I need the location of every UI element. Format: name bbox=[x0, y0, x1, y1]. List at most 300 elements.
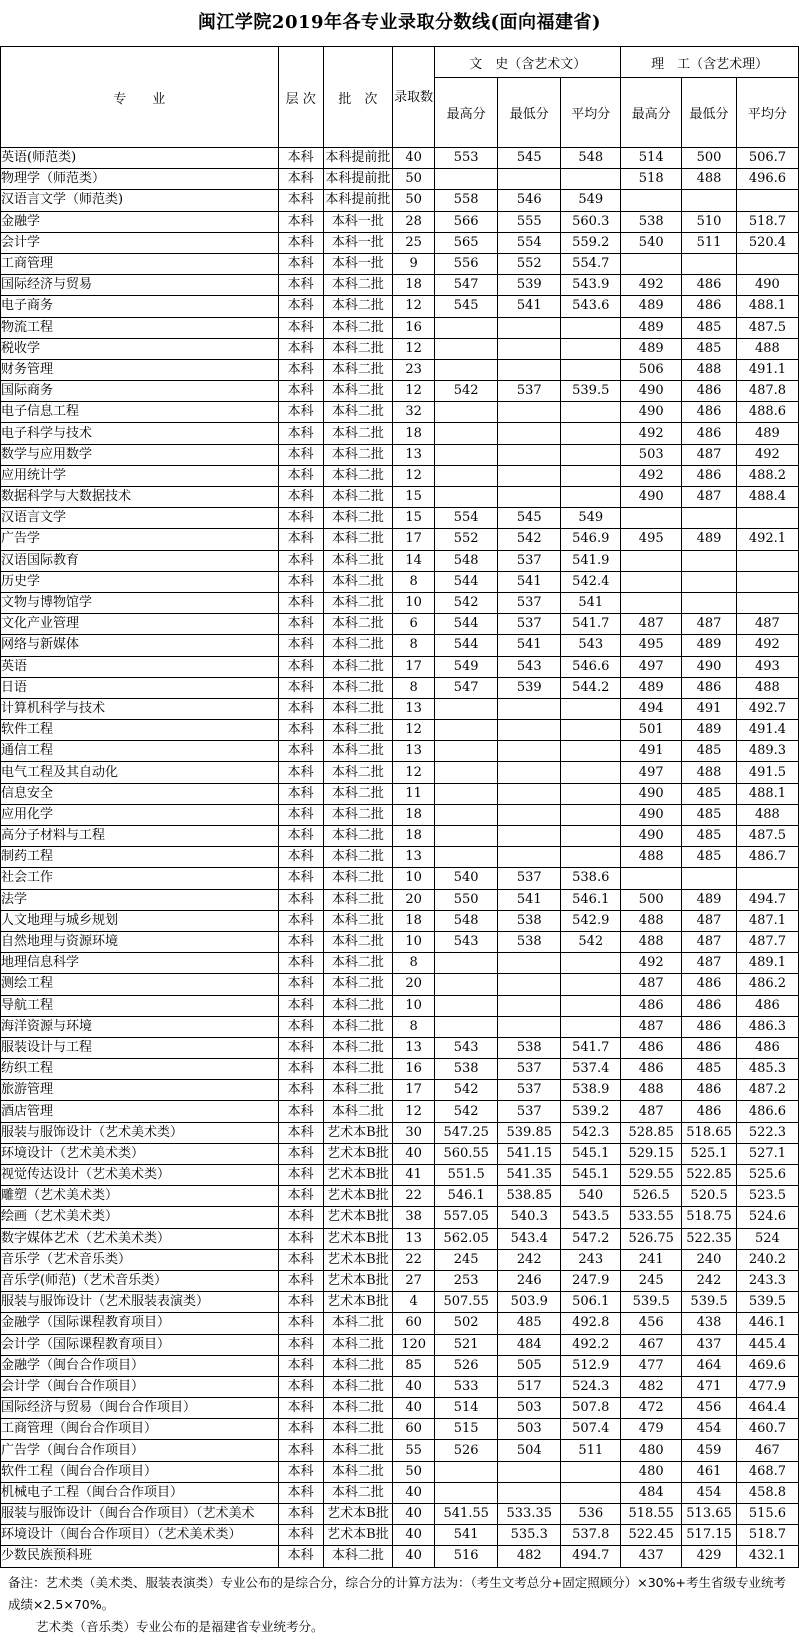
cell-li-avg: 487.2 bbox=[736, 1080, 798, 1101]
cell-enroll: 18 bbox=[393, 804, 435, 825]
cell-li-max bbox=[621, 508, 682, 529]
cell-wen-max: 554 bbox=[435, 508, 498, 529]
cell-enroll: 40 bbox=[393, 1398, 435, 1419]
cell-li-min: 486 bbox=[682, 275, 737, 296]
cell-batch: 本科提前批 bbox=[323, 190, 392, 211]
table-row bbox=[1, 444, 799, 465]
cell-enroll: 10 bbox=[393, 868, 435, 889]
cell-li-avg: 240.2 bbox=[736, 1249, 798, 1270]
cell-li-avg: 488 bbox=[736, 677, 798, 698]
cell-level: 本科 bbox=[278, 826, 323, 847]
footnote-line-2: 艺术类（音乐类）专业公布的是福建省专业统考分。 bbox=[36, 1618, 324, 1634]
cell-wen-avg: 543.9 bbox=[561, 275, 621, 296]
cell-major: 国际经济与贸易（闽台合作项目） bbox=[1, 1398, 279, 1419]
cell-wen-avg: 560.3 bbox=[561, 211, 621, 232]
cell-wen-max: 514 bbox=[435, 1398, 498, 1419]
cell-wen-avg: 538.9 bbox=[561, 1080, 621, 1101]
cell-li-max: 486 bbox=[621, 1037, 682, 1058]
cell-batch: 本科提前批 bbox=[323, 148, 392, 169]
cell-major: 雕塑（艺术美术类） bbox=[1, 1186, 279, 1207]
cell-wen-avg: 539.5 bbox=[561, 381, 621, 402]
cell-wen-avg: 544.2 bbox=[561, 677, 621, 698]
cell-batch: 本科二批 bbox=[323, 910, 392, 931]
cell-li-avg: 486 bbox=[736, 1037, 798, 1058]
cell-li-min: 518.75 bbox=[682, 1207, 737, 1228]
cell-major: 广告学（闽台合作项目） bbox=[1, 1440, 279, 1461]
cell-batch: 本科二批 bbox=[323, 1037, 392, 1058]
cell-enroll: 16 bbox=[393, 317, 435, 338]
cell-wen-max: 507.55 bbox=[435, 1292, 498, 1313]
cell-wen-max: 544 bbox=[435, 635, 498, 656]
cell-enroll: 50 bbox=[393, 169, 435, 190]
cell-li-max: 489 bbox=[621, 338, 682, 359]
cell-enroll: 4 bbox=[393, 1292, 435, 1313]
table-row bbox=[1, 1101, 799, 1122]
cell-li-avg: 468.7 bbox=[736, 1461, 798, 1482]
cell-wen-max: 515 bbox=[435, 1419, 498, 1440]
cell-major: 广告学 bbox=[1, 529, 279, 550]
cell-li-min bbox=[682, 550, 737, 571]
cell-li-min bbox=[682, 190, 737, 211]
cell-wen-max bbox=[435, 953, 498, 974]
cell-wen-max: 542 bbox=[435, 1101, 498, 1122]
cell-enroll: 8 bbox=[393, 953, 435, 974]
cell-batch: 艺术本B批 bbox=[323, 1228, 392, 1249]
cell-li-min: 522.35 bbox=[682, 1228, 737, 1249]
cell-major: 财务管理 bbox=[1, 359, 279, 380]
cell-level: 本科 bbox=[278, 1504, 323, 1525]
cell-wen-min bbox=[498, 402, 561, 423]
cell-li-avg: 518.7 bbox=[736, 211, 798, 232]
cell-major: 人文地理与城乡规划 bbox=[1, 910, 279, 931]
table-row bbox=[1, 698, 799, 719]
cell-wen-min: 541 bbox=[498, 889, 561, 910]
cell-li-min: 459 bbox=[682, 1440, 737, 1461]
cell-batch: 本科二批 bbox=[323, 741, 392, 762]
table-row bbox=[1, 338, 799, 359]
cell-major: 汉语国际教育 bbox=[1, 550, 279, 571]
table-row bbox=[1, 1122, 799, 1143]
cell-li-max: 492 bbox=[621, 275, 682, 296]
cell-li-avg: 496.6 bbox=[736, 169, 798, 190]
cell-li-avg: 491.1 bbox=[736, 359, 798, 380]
cell-batch: 本科二批 bbox=[323, 868, 392, 889]
header-wen-min: 最低分 bbox=[498, 78, 561, 148]
table-row bbox=[1, 1270, 799, 1291]
table-row bbox=[1, 465, 799, 486]
cell-wen-min: 537 bbox=[498, 1080, 561, 1101]
cell-batch: 艺术本B批 bbox=[323, 1165, 392, 1186]
cell-li-max: 492 bbox=[621, 953, 682, 974]
cell-batch: 本科二批 bbox=[323, 698, 392, 719]
cell-li-min: 518.65 bbox=[682, 1122, 737, 1143]
cell-li-min: 456 bbox=[682, 1398, 737, 1419]
cell-enroll: 23 bbox=[393, 359, 435, 380]
cell-li-max: 437 bbox=[621, 1546, 682, 1567]
header-enroll bbox=[393, 47, 435, 148]
cell-wen-max: 538 bbox=[435, 1059, 498, 1080]
cell-wen-max bbox=[435, 826, 498, 847]
cell-li-avg: 494.7 bbox=[736, 889, 798, 910]
cell-batch: 本科二批 bbox=[323, 847, 392, 868]
cell-level: 本科 bbox=[278, 614, 323, 635]
cell-batch: 本科二批 bbox=[323, 677, 392, 698]
cell-li-max: 526.75 bbox=[621, 1228, 682, 1249]
cell-li-min bbox=[682, 508, 737, 529]
cell-major: 服装与服饰设计（闽台合作项目）（艺术美术 bbox=[1, 1504, 279, 1525]
cell-major: 绘画（艺术美术类） bbox=[1, 1207, 279, 1228]
cell-li-min: 486 bbox=[682, 402, 737, 423]
cell-enroll: 50 bbox=[393, 190, 435, 211]
cell-li-avg: 489.3 bbox=[736, 741, 798, 762]
cell-level: 本科 bbox=[278, 296, 323, 317]
cell-enroll: 11 bbox=[393, 783, 435, 804]
cell-wen-max: 526 bbox=[435, 1355, 498, 1376]
cell-li-avg: 491.5 bbox=[736, 762, 798, 783]
cell-wen-avg: 542.3 bbox=[561, 1122, 621, 1143]
cell-level: 本科 bbox=[278, 1037, 323, 1058]
cell-li-min: 485 bbox=[682, 317, 737, 338]
cell-li-max: 487 bbox=[621, 974, 682, 995]
cell-enroll: 9 bbox=[393, 253, 435, 274]
cell-wen-max: 533 bbox=[435, 1376, 498, 1397]
table-row bbox=[1, 953, 799, 974]
table-row bbox=[1, 402, 799, 423]
cell-batch: 本科二批 bbox=[323, 614, 392, 635]
cell-enroll: 22 bbox=[393, 1186, 435, 1207]
cell-wen-avg bbox=[561, 1016, 621, 1037]
cell-enroll: 10 bbox=[393, 931, 435, 952]
cell-major: 汉语言文学 bbox=[1, 508, 279, 529]
table-row bbox=[1, 995, 799, 1016]
cell-li-avg: 539.5 bbox=[736, 1292, 798, 1313]
cell-major: 服装设计与工程 bbox=[1, 1037, 279, 1058]
cell-wen-max: 553 bbox=[435, 148, 498, 169]
table-row bbox=[1, 1440, 799, 1461]
cell-enroll: 13 bbox=[393, 847, 435, 868]
cell-level: 本科 bbox=[278, 253, 323, 274]
cell-wen-min bbox=[498, 338, 561, 359]
cell-wen-max: 544 bbox=[435, 614, 498, 635]
cell-li-avg: 445.4 bbox=[736, 1334, 798, 1355]
cell-wen-avg bbox=[561, 741, 621, 762]
cell-li-avg: 486.3 bbox=[736, 1016, 798, 1037]
cell-wen-avg bbox=[561, 338, 621, 359]
cell-li-min: 485 bbox=[682, 338, 737, 359]
cell-wen-max: 542 bbox=[435, 592, 498, 613]
cell-batch: 本科二批 bbox=[323, 465, 392, 486]
cell-major: 导航工程 bbox=[1, 995, 279, 1016]
table-row bbox=[1, 974, 799, 995]
cell-batch: 本科一批 bbox=[323, 232, 392, 253]
cell-wen-min bbox=[498, 444, 561, 465]
cell-wen-min: 503.9 bbox=[498, 1292, 561, 1313]
cell-wen-avg: 537.8 bbox=[561, 1525, 621, 1546]
cell-li-avg: 485.3 bbox=[736, 1059, 798, 1080]
cell-wen-avg: 542 bbox=[561, 931, 621, 952]
cell-level: 本科 bbox=[278, 953, 323, 974]
cell-level: 本科 bbox=[278, 1525, 323, 1546]
cell-wen-max bbox=[435, 783, 498, 804]
cell-li-avg: 487 bbox=[736, 614, 798, 635]
cell-enroll: 20 bbox=[393, 889, 435, 910]
cell-li-max: 500 bbox=[621, 889, 682, 910]
cell-enroll: 12 bbox=[393, 465, 435, 486]
cell-major: 少数民族预科班 bbox=[1, 1546, 279, 1567]
cell-wen-min: 537 bbox=[498, 550, 561, 571]
cell-li-min: 454 bbox=[682, 1482, 737, 1503]
cell-li-min: 511 bbox=[682, 232, 737, 253]
cell-li-max: 529.55 bbox=[621, 1165, 682, 1186]
cell-major: 视觉传达设计（艺术美术类） bbox=[1, 1165, 279, 1186]
cell-enroll: 18 bbox=[393, 826, 435, 847]
cell-level: 本科 bbox=[278, 444, 323, 465]
cell-li-avg: 488.6 bbox=[736, 402, 798, 423]
cell-batch: 艺术本B批 bbox=[323, 1143, 392, 1164]
cell-li-max: 506 bbox=[621, 359, 682, 380]
cell-major: 英语(师范类) bbox=[1, 148, 279, 169]
cell-li-min: 486 bbox=[682, 465, 737, 486]
cell-wen-max bbox=[435, 444, 498, 465]
cell-li-min bbox=[682, 253, 737, 274]
cell-major: 金融学 bbox=[1, 211, 279, 232]
cell-li-max: 518.55 bbox=[621, 1504, 682, 1525]
cell-level: 本科 bbox=[278, 169, 323, 190]
cell-li-avg: 488.4 bbox=[736, 487, 798, 508]
cell-wen-avg bbox=[561, 444, 621, 465]
cell-level: 本科 bbox=[278, 868, 323, 889]
cell-level: 本科 bbox=[278, 508, 323, 529]
cell-wen-min: 537 bbox=[498, 381, 561, 402]
cell-level: 本科 bbox=[278, 1376, 323, 1397]
cell-wen-avg: 506.1 bbox=[561, 1292, 621, 1313]
cell-level: 本科 bbox=[278, 995, 323, 1016]
table-row bbox=[1, 635, 799, 656]
cell-li-min: 486 bbox=[682, 423, 737, 444]
cell-enroll: 13 bbox=[393, 741, 435, 762]
cell-major: 电子信息工程 bbox=[1, 402, 279, 423]
cell-wen-max bbox=[435, 1461, 498, 1482]
cell-li-max: 479 bbox=[621, 1419, 682, 1440]
cell-wen-min bbox=[498, 423, 561, 444]
table-row bbox=[1, 1419, 799, 1440]
cell-wen-avg bbox=[561, 487, 621, 508]
cell-level: 本科 bbox=[278, 465, 323, 486]
cell-wen-max: 541.55 bbox=[435, 1504, 498, 1525]
cell-batch: 艺术本B批 bbox=[323, 1207, 392, 1228]
cell-wen-avg: 536 bbox=[561, 1504, 621, 1525]
cell-li-min: 500 bbox=[682, 148, 737, 169]
cell-batch: 本科二批 bbox=[323, 296, 392, 317]
cell-batch: 本科二批 bbox=[323, 423, 392, 444]
cell-batch: 本科二批 bbox=[323, 317, 392, 338]
table-row bbox=[1, 296, 799, 317]
cell-level: 本科 bbox=[278, 677, 323, 698]
cell-enroll: 50 bbox=[393, 1461, 435, 1482]
cell-wen-min: 538.85 bbox=[498, 1186, 561, 1207]
cell-li-min: 487 bbox=[682, 910, 737, 931]
cell-wen-min: 538 bbox=[498, 1037, 561, 1058]
header-major: 专 业 bbox=[1, 47, 279, 148]
cell-batch: 本科二批 bbox=[323, 592, 392, 613]
cell-level: 本科 bbox=[278, 1122, 323, 1143]
cell-major: 物流工程 bbox=[1, 317, 279, 338]
cell-batch: 艺术本B批 bbox=[323, 1249, 392, 1270]
cell-wen-min: 246 bbox=[498, 1270, 561, 1291]
cell-li-min: 486 bbox=[682, 1037, 737, 1058]
cell-batch: 本科二批 bbox=[323, 359, 392, 380]
cell-level: 本科 bbox=[278, 720, 323, 741]
cell-level: 本科 bbox=[278, 402, 323, 423]
cell-li-max: 501 bbox=[621, 720, 682, 741]
cell-li-min: 461 bbox=[682, 1461, 737, 1482]
cell-wen-avg: 512.9 bbox=[561, 1355, 621, 1376]
cell-major: 工商管理（闽台合作项目） bbox=[1, 1419, 279, 1440]
cell-li-avg: 467 bbox=[736, 1440, 798, 1461]
cell-li-max: 482 bbox=[621, 1376, 682, 1397]
cell-li-min: 242 bbox=[682, 1270, 737, 1291]
cell-wen-min: 541.15 bbox=[498, 1143, 561, 1164]
table-row bbox=[1, 1504, 799, 1525]
cell-wen-min: 537 bbox=[498, 868, 561, 889]
cell-enroll: 8 bbox=[393, 1016, 435, 1037]
cell-level: 本科 bbox=[278, 1080, 323, 1101]
cell-li-min: 488 bbox=[682, 762, 737, 783]
cell-li-min: 517.15 bbox=[682, 1525, 737, 1546]
cell-wen-min bbox=[498, 783, 561, 804]
cell-li-max: 526.5 bbox=[621, 1186, 682, 1207]
cell-wen-min: 535.3 bbox=[498, 1525, 561, 1546]
cell-level: 本科 bbox=[278, 889, 323, 910]
cell-enroll: 18 bbox=[393, 910, 435, 931]
cell-enroll: 16 bbox=[393, 1059, 435, 1080]
table-row bbox=[1, 1525, 799, 1546]
cell-wen-avg bbox=[561, 169, 621, 190]
cell-wen-min: 482 bbox=[498, 1546, 561, 1567]
cell-batch: 本科二批 bbox=[323, 1313, 392, 1334]
cell-level: 本科 bbox=[278, 741, 323, 762]
cell-li-min: 485 bbox=[682, 826, 737, 847]
cell-li-avg bbox=[736, 253, 798, 274]
cell-enroll: 40 bbox=[393, 1525, 435, 1546]
cell-level: 本科 bbox=[278, 232, 323, 253]
table-row bbox=[1, 1546, 799, 1567]
cell-wen-min: 533.35 bbox=[498, 1504, 561, 1525]
cell-batch: 艺术本B批 bbox=[323, 1122, 392, 1143]
cell-major: 金融学（国际课程教育项目） bbox=[1, 1313, 279, 1334]
cell-wen-avg: 546.1 bbox=[561, 889, 621, 910]
cell-enroll: 27 bbox=[393, 1270, 435, 1291]
cell-level: 本科 bbox=[278, 910, 323, 931]
cell-li-max: 529.15 bbox=[621, 1143, 682, 1164]
table-row bbox=[1, 1186, 799, 1207]
cell-wen-avg: 545.1 bbox=[561, 1165, 621, 1186]
cell-wen-avg bbox=[561, 402, 621, 423]
cell-major: 文化产业管理 bbox=[1, 614, 279, 635]
cell-wen-min: 541 bbox=[498, 635, 561, 656]
cell-li-avg: 487.8 bbox=[736, 381, 798, 402]
cell-wen-max: 549 bbox=[435, 656, 498, 677]
cell-enroll: 40 bbox=[393, 1504, 435, 1525]
table-row bbox=[1, 1376, 799, 1397]
table-row bbox=[1, 1080, 799, 1101]
cell-major: 服装与服饰设计（艺术服装表演类） bbox=[1, 1292, 279, 1313]
cell-level: 本科 bbox=[278, 487, 323, 508]
cell-wen-avg bbox=[561, 974, 621, 995]
cell-wen-avg bbox=[561, 465, 621, 486]
cell-wen-min bbox=[498, 698, 561, 719]
cell-enroll: 18 bbox=[393, 275, 435, 296]
table-row bbox=[1, 762, 799, 783]
cell-level: 本科 bbox=[278, 1228, 323, 1249]
cell-major: 纺织工程 bbox=[1, 1059, 279, 1080]
table-row bbox=[1, 847, 799, 868]
cell-enroll: 20 bbox=[393, 974, 435, 995]
cell-wen-avg bbox=[561, 995, 621, 1016]
cell-li-avg: 458.8 bbox=[736, 1482, 798, 1503]
cell-wen-max: 562.05 bbox=[435, 1228, 498, 1249]
cell-enroll: 55 bbox=[393, 1440, 435, 1461]
cell-li-min: 490 bbox=[682, 656, 737, 677]
cell-enroll: 85 bbox=[393, 1355, 435, 1376]
scores-table-body bbox=[1, 148, 799, 1568]
cell-li-avg: 488 bbox=[736, 804, 798, 825]
cell-major: 文物与博物馆学 bbox=[1, 592, 279, 613]
cell-wen-avg: 538.6 bbox=[561, 868, 621, 889]
table-row bbox=[1, 889, 799, 910]
cell-major: 软件工程（闽台合作项目） bbox=[1, 1461, 279, 1482]
cell-li-max: 490 bbox=[621, 783, 682, 804]
cell-enroll: 8 bbox=[393, 635, 435, 656]
cell-li-max: 491 bbox=[621, 741, 682, 762]
cell-li-max: 488 bbox=[621, 910, 682, 931]
cell-li-max: 488 bbox=[621, 931, 682, 952]
cell-level: 本科 bbox=[278, 190, 323, 211]
cell-level: 本科 bbox=[278, 1016, 323, 1037]
cell-major: 海洋资源与环境 bbox=[1, 1016, 279, 1037]
cell-li-max bbox=[621, 190, 682, 211]
cell-wen-avg: 541.7 bbox=[561, 1037, 621, 1058]
cell-li-min: 485 bbox=[682, 741, 737, 762]
cell-li-max: 492 bbox=[621, 423, 682, 444]
cell-li-max: 497 bbox=[621, 656, 682, 677]
cell-li-min: 485 bbox=[682, 1059, 737, 1080]
cell-wen-max bbox=[435, 487, 498, 508]
cell-li-max: 245 bbox=[621, 1270, 682, 1291]
cell-level: 本科 bbox=[278, 1165, 323, 1186]
cell-batch: 本科二批 bbox=[323, 804, 392, 825]
cell-level: 本科 bbox=[278, 381, 323, 402]
table-row bbox=[1, 592, 799, 613]
cell-batch: 本科二批 bbox=[323, 762, 392, 783]
cell-major: 信息安全 bbox=[1, 783, 279, 804]
cell-li-max: 490 bbox=[621, 381, 682, 402]
table-row bbox=[1, 656, 799, 677]
cell-wen-min bbox=[498, 974, 561, 995]
table-row bbox=[1, 614, 799, 635]
cell-li-avg bbox=[736, 508, 798, 529]
cell-wen-max: 547 bbox=[435, 677, 498, 698]
cell-batch: 本科二批 bbox=[323, 635, 392, 656]
cell-wen-max: 551.5 bbox=[435, 1165, 498, 1186]
table-row bbox=[1, 1016, 799, 1037]
cell-li-min: 539.5 bbox=[682, 1292, 737, 1313]
cell-wen-avg: 549 bbox=[561, 508, 621, 529]
cell-batch: 本科二批 bbox=[323, 931, 392, 952]
cell-li-avg: 432.1 bbox=[736, 1546, 798, 1567]
cell-major: 应用化学 bbox=[1, 804, 279, 825]
cell-wen-max bbox=[435, 847, 498, 868]
